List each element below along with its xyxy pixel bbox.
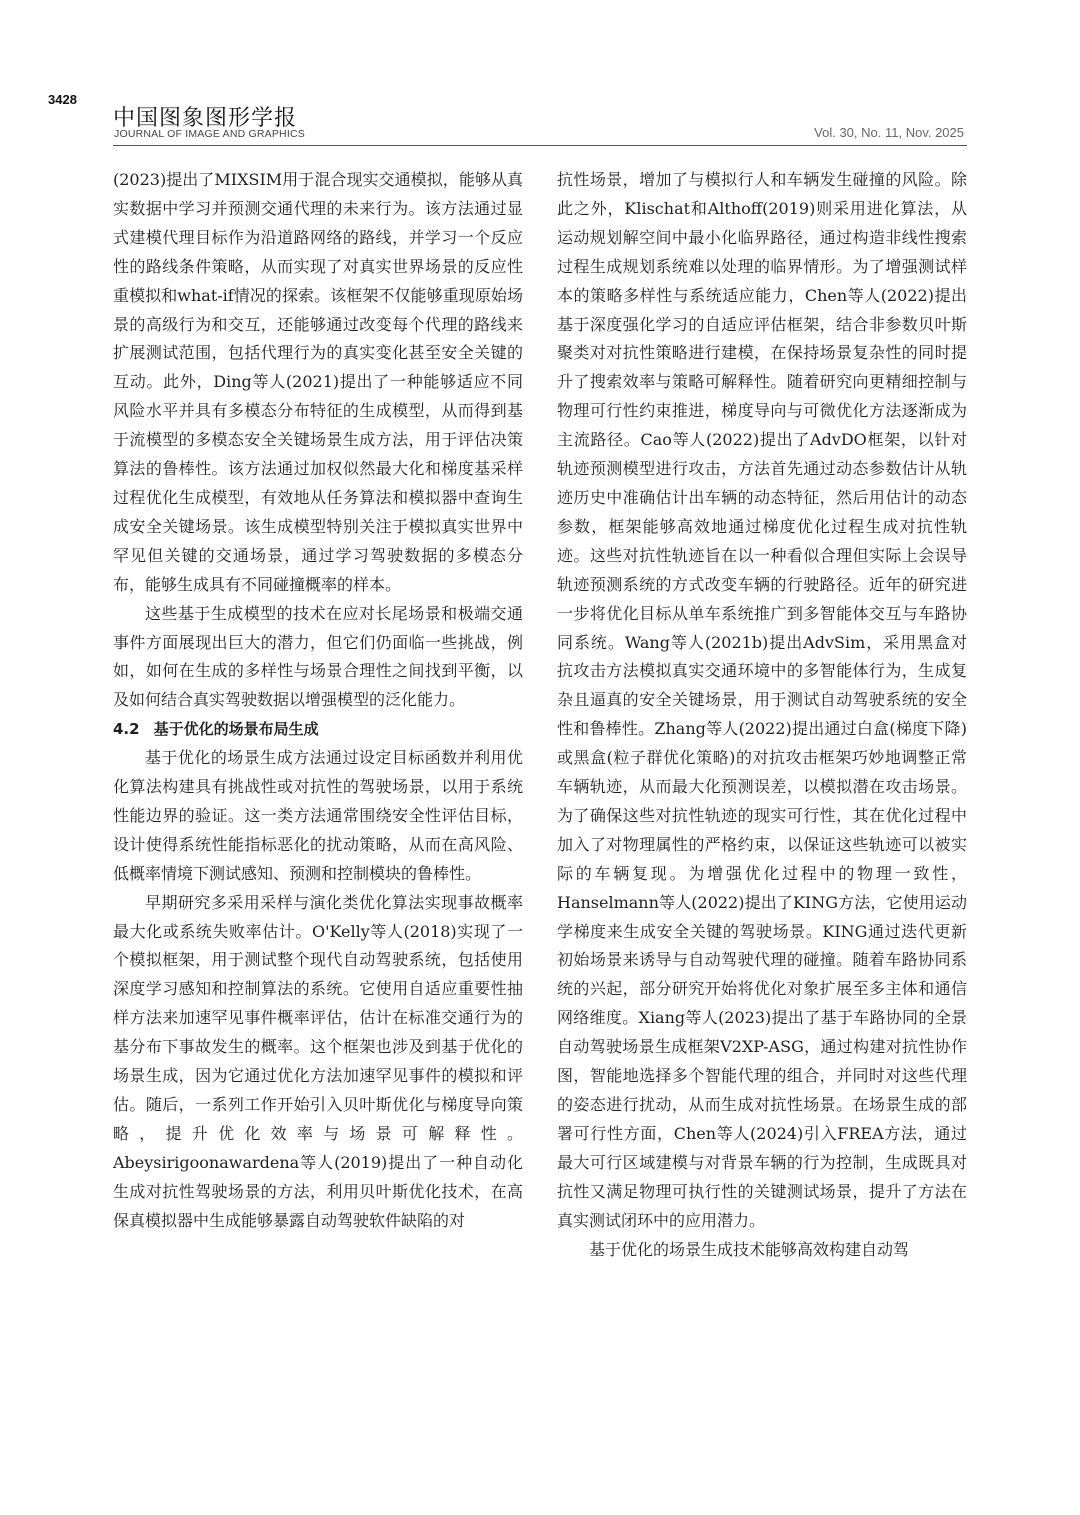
right-column (557, 166, 967, 1264)
page-number: 3428 (48, 92, 77, 107)
paragraph: 基于优化的场景生成技术能够高效构建自动驾 (589, 1239, 910, 1259)
journal-title-cn: 中国图象图形学报 (113, 106, 298, 131)
paragraph: 早期研究多采用采样与演化类优化算法实现事故概率最大化或系统失败率估计。O'Kelly等人(2018)实现了一个模拟框架，用于测试整个现代自动驾驶系统，包括使用深度学习感知和控制算法的系统。它使用自适应重要性抽样方法来加速罕见事件概率评估，估计在标准交通行为的基分布下事故发生的概率。这个框架也涉及到基于优化的场景生成，因为它通过优化方法加速罕见事件的模拟和评估。随后，一系列工作开始引入贝叶斯优化与梯度导向策略，提升优化效率与场景可解释性。Abeysirigoonawardena等人(2019)提出了一种自动化生成对抗性驾驶场景的方法，利用贝叶斯优化技术，在高保真模拟器中生成能够暴露自动驾驶软件缺陷的对 (113, 892, 523, 1230)
header-divider (113, 145, 967, 146)
paragraph: 基于优化的场景生成方法通过设定目标函数并利用优化算法构建具有挑战性或对抗性的驾驶场景，以用于系统性能边界的验证。这一类方法通常围绕安全性评估目标，设计使得系统性能指标恶化的扰动策略，从而在高风险、低概率情境下测试感知、预测和控制模块的鲁棒性。 (113, 748, 523, 883)
section-heading (113, 715, 523, 744)
section-number: 4.2 (113, 720, 140, 739)
section-title: 基于优化的场景布局生成 (153, 720, 319, 739)
paragraph: 抗性场景，增加了与模拟行人和车辆发生碰撞的风险。除此之外，Klischat和Althoff(2019)则采用进化算法，从运动规划解空间中最小化临界路径，通过构造非线性搜索过程生成规划系统难以处理的临界情形。为了增强测试样本的策略多样性与系统适应能力，Chen等人(2022)提出基于深度强化学习的自适应评估框架，结合非参数贝叶斯聚类对对抗性策略进行建模，在保持场景复杂性的同时提升了搜索效率与策略可解释性。随着研究向更精细控制与物理可行性约束推进，梯度导向与可微优化方法逐渐成为主流路径。Cao等人(2022)提出了AdvDO框架，以针对轨迹预测模型进行攻击，方法首先通过动态参数估计从轨迹历史中准确估计出车辆的动态特征，然后用估计的动态参数，框架能够高效地通过梯度优化过程生成对抗性轨迹。这些对抗性轨迹旨在以一种看似合理但实际上会误导轨迹预测系统的方式改变车辆的行驶路径。近年的研究进一步将优化目标从单车系统推广到多智能体交互与车路协同系统。Wang等人(2021b)提出AdvSim，采用黑盒对抗攻击方法模拟真实交通环境中的多智能体行为，生成复杂且逼真的安全关键场景，用于测试自动驾驶系统的安全性和鲁棒性。Zhang等人(2022)提出通过白盒(梯度下降)或黑盒(粒子群优化策略)的对抗攻击框架巧妙地调整正常车辆轨迹，从而最大化预测误差，以模拟潜在攻击场景。为了确保这些对抗性轨迹的现实可行性，其在优化过程中加入了对物理属性的严格约束，以保证这些轨迹可以被实际的车辆复现。为增强优化过程中的物理一致性，Hanselmann等人(2022)提出了KING方法，它使用运动学梯度来生成安全关键的驾驶场景。KING通过迭代更新初始场景来诱导与自动驾驶代理的碰撞。随着车路协同系统的兴起，部分研究开始将优化对象扩展至多主体和通信网络维度。Xiang等人(2023)提出了基于车路协同的全景自动驾驶场景生成框架V2XP-ASG，通过构建对抗性协作图，智能地选择多个智能代理的组合，并同时对这些代理的姿态进行扰动，从而生成对抗性场景。在场景生成的部署可行性方面，Chen等人(2024)引入FREA方法，通过最大可行区域建模与对背景车辆的行为控制，生成既具对抗性又满足物理可执行性的关键测试场景，提升了方法在真实测试闭环中的应用潜力。 (557, 170, 967, 1230)
paragraph: 这些基于生成模型的技术在应对长尾场景和极端交通事件方面展现出巨大的潜力，但它们仍面临一些挑战，例如，如何在生成的多样性与场景合理性之间找到平衡，以及如何结合真实驾驶数据以增强模型的泛化能力。 (113, 603, 523, 710)
left-column (113, 166, 523, 1236)
paragraph: (2023)提出了MIXSIM用于混合现实交通模拟，能够从真实数据中学习并预测交通代理的未来行为。该方法通过显式建模代理目标作为沿道路网络的路线，并学习一个反应性的路线条件策略，从而实现了对真实世界场景的反应性重模拟和what-if情况的探索。该框架不仅能够重现原始场景的高级行为和交互，还能够通过改变每个代理的路线来扩展测试范围，包括代理行为的真实变化甚至安全关键的互动。此外，Ding等人(2021)提出了一种能够适应不同风险水平并具有多模态分布特征的生成模型，从而得到基于流模型的多模态安全关键场景生成方法，用于评估决策算法的鲁棒性。该方法通过加权似然最大化和梯度基采样过程优化生成模型，有效地从任务算法和模拟器中查询生成安全关键场景。该生成模型特别关注于模拟真实世界中罕见但关键的交通场景，通过学习驾驶数据的多模态分布，能够生成具有不同碰撞概率的样本。 (113, 170, 523, 594)
journal-title-en: JOURNAL OF IMAGE AND GRAPHICS (114, 128, 305, 140)
issue-info: Vol. 30, No. 11, Nov. 2025 (814, 125, 964, 140)
